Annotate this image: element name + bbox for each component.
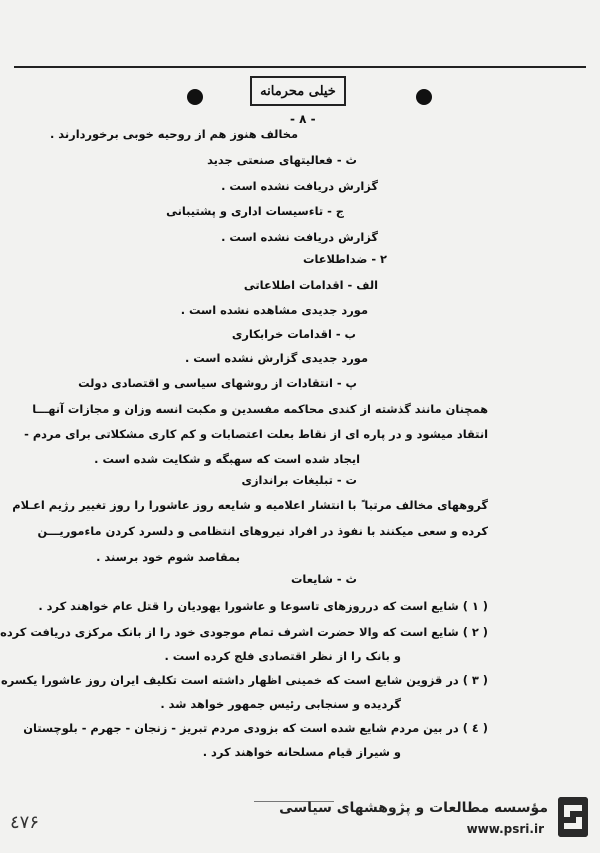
page-number: - ۸ - — [290, 112, 316, 126]
list-item: ( ۲ ) شایع است که والا حضرت اشرف تمام موجودی خود را از بانک مرکزی دریافت کرده — [0, 625, 488, 639]
section-heading: ب - اقدامات خرابکاری — [231, 327, 356, 341]
top-rule — [14, 66, 586, 68]
text-line: کرده و سعی میکنند با نفوذ در افراد نیروهای انتظامی و دلسرد کردن ماءموریـــن — [37, 524, 488, 538]
punch-hole-left — [187, 89, 203, 105]
section-heading: ج - تاءسیسات اداری و پشتیبانی — [166, 204, 344, 218]
section-heading: پ - انتقادات از روشهای سیاسی و اقتصادی دولت — [78, 376, 357, 390]
classification-text: خیلی محرمانه — [260, 83, 336, 99]
text-line: بمقاصد شوم خود برسند . — [96, 550, 240, 564]
text-line: و شیراز قیام مسلحانه خواهند کرد . — [202, 745, 401, 759]
section-heading: ث - فعالیتهای صنعتی جدید — [207, 153, 357, 167]
website-link[interactable]: www.psri.ir — [466, 822, 544, 836]
list-item: ( ٤ ) در بین مردم شایع شده است که بزودی مردم تبریز - زنجان - جهرم - بلوچستان — [23, 721, 488, 735]
text-line: مورد جدیدی گزارش نشده است . — [184, 351, 368, 365]
section-heading: ت - تبلیغات براندازی — [241, 473, 357, 487]
text-line: گزارش دریافت نشده است . — [221, 179, 378, 193]
text-line: گردیده و سنجابی رئیس جمهور خواهد شد . — [160, 697, 401, 711]
list-item: ( ۳ ) در قزوین شایع است که خمینی اظهار داشته است تکلیف ایران روز عاشورا یکسره — [1, 673, 488, 687]
text-line: ایجاد شده است که سهبگه و شکایت شده است . — [94, 452, 360, 466]
punch-hole-right — [416, 89, 432, 105]
section-heading: ث - شایعات — [290, 572, 357, 586]
text-line: و بانک را از نظر اقتصادی فلج کرده است . — [164, 649, 401, 663]
classification-stamp — [250, 76, 346, 106]
institute-logo — [558, 797, 588, 837]
section-heading: ۲ - ضداطلاعات — [303, 252, 387, 266]
text-line: مورد جدیدی مشاهده نشده است . — [180, 303, 368, 317]
text-line: مخالف هنوز هم از روحیه خوبی برخوردارند . — [50, 127, 298, 141]
section-heading: الف - اقدامات اطلاعاتی — [243, 278, 378, 292]
handwritten-page-number: ٤٧۶ — [10, 812, 40, 833]
list-item: ( ۱ ) شایع است که درروزهای تاسوعا و عاشورا یهودیان را قتل عام خواهند کرد . — [38, 599, 488, 613]
text-line: انتقاد میشود و در پاره ای از نقاط بعلت اعتصابات و کم کاری مشکلاتی برای مردم - — [24, 427, 488, 441]
text-line: گروههای مخالف مرتبا ً با انتشار اعلامیه و شایعه روز عاشورا را روز تغییر رژیم اعـلام — [12, 498, 488, 512]
text-line: همچنان مانند گذشته از کندی محاکمه مفسدین و مکبت انسه وزان و مجازات آنهـــا — [32, 402, 488, 416]
organization-name: مؤسسه مطالعات و پژوهشهای سیاسی — [279, 800, 548, 816]
text-line: گزارش دریافت نشده است . — [221, 230, 378, 244]
